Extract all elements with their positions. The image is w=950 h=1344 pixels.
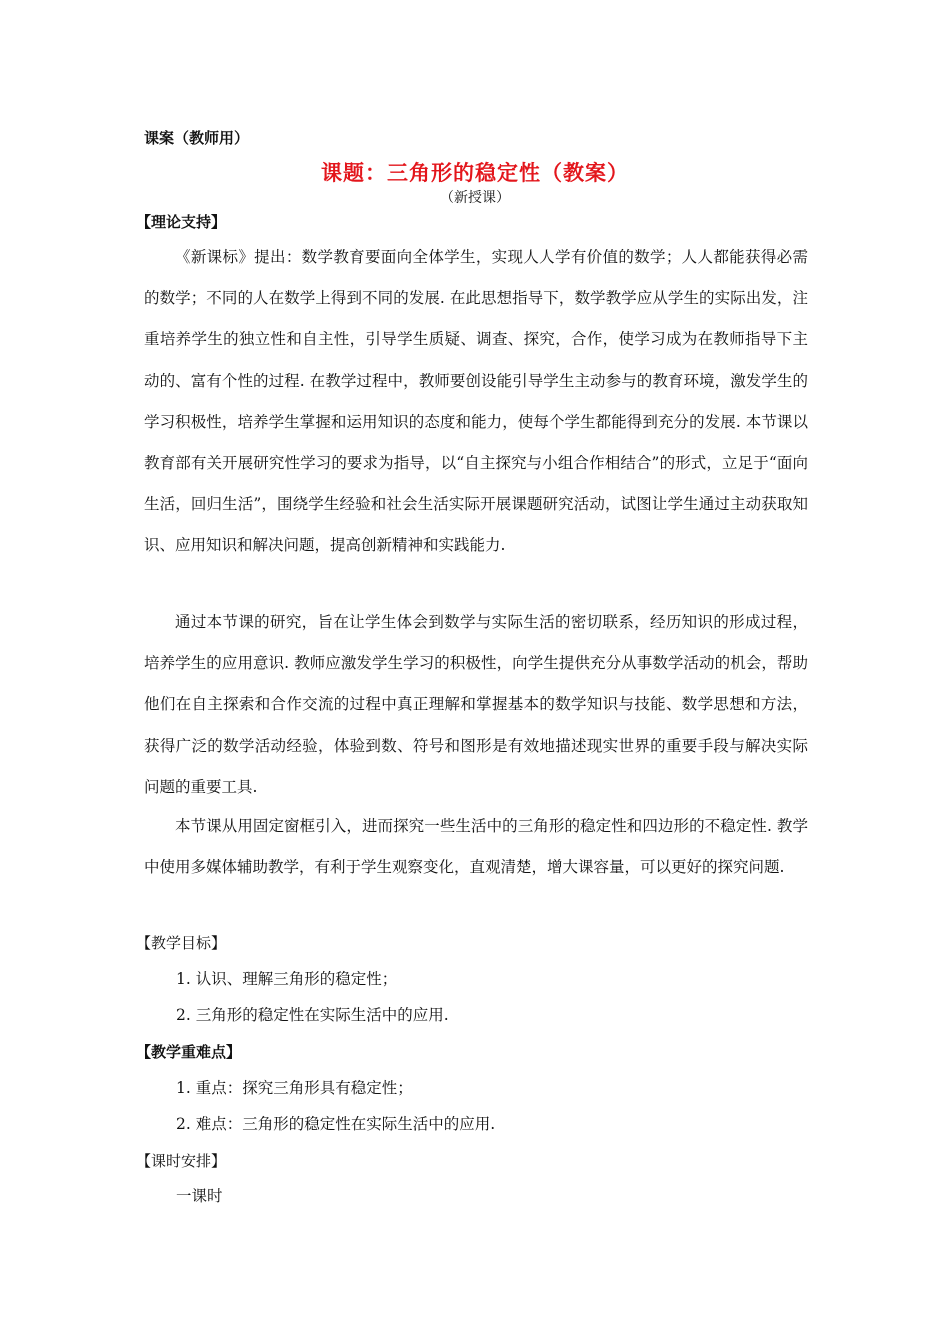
heading-schedule: 【课时安排】 <box>136 1152 227 1170</box>
doc-label: 课案（教师用） <box>144 129 250 147</box>
goal-item-2: 2. 三角形的稳定性在实际生活中的应用. <box>176 1006 449 1024</box>
key-point-item-1: 1. 重点：探究三角形具有稳定性； <box>176 1079 413 1097</box>
key-point-item-2: 2. 难点：三角形的稳定性在实际生活中的应用. <box>176 1115 496 1133</box>
theory-paragraph-3: 本节课从用固定窗框引入，进而探究一些生活中的三角形的稳定性和四边形的不稳定性. 教学中使用多媒体辅助教学，有利于学生观察变化，直观清楚，增大课容量，可以更好的探究问题. <box>144 817 808 877</box>
heading-theory: 【理论支持】 <box>136 213 227 231</box>
page-title: 课题：三角形的稳定性（教案） <box>321 160 629 185</box>
heading-goals: 【教学目标】 <box>136 934 227 952</box>
heading-key-points: 【教学重难点】 <box>136 1043 242 1061</box>
page-subtitle: （新授课） <box>440 190 510 206</box>
theory-paragraph-1: 《新课标》提出：数学教育要面向全体学生，实现人人学有价值的数学；人人都能获得必需的数学；不同的人在数学上得到不同的发展. 在此思想指导下，数学教学应从学生的实际出发，注重培养学生的独立性和自主性，引导学生质疑、调查、探究，合作，使学习成为在教师指导下主动的、富有个性的过程. 在教学过程中，教师要创设能引导学生主动参与的教育环境，激发学生的学习积极性，培养学生掌握和运用知识的态度和能力，使每个学生都能得到充分的发展. 本节课以教育部有关开展研究性学习的要求为指导，以“自主探究与小组合作相结合”的形式，立足于“面向生活，回归生活”，围绕学生经验和社会生活实际开展课题研究活动，试图让学生通过主动获取知识、应用知识和解决问题，提高创新精神和实践能力. <box>144 248 808 555</box>
theory-paragraph-2: 通过本节课的研究，旨在让学生体会到数学与实际生活的密切联系，经历知识的形成过程，培养学生的应用意识. 教师应激发学生学习的积极性，向学生提供充分从事数学活动的机会，帮助他们在自主探索和合作交流的过程中真正理解和掌握基本的数学知识与技能、数学思想和方法，获得广泛的数学活动经验，体验到数、符号和图形是有效地描述现实世界的重要手段与解决实际问题的重要工具. <box>144 613 808 796</box>
goal-item-1: 1. 认识、理解三角形的稳定性； <box>176 970 398 988</box>
schedule-text: 一课时 <box>176 1187 223 1205</box>
